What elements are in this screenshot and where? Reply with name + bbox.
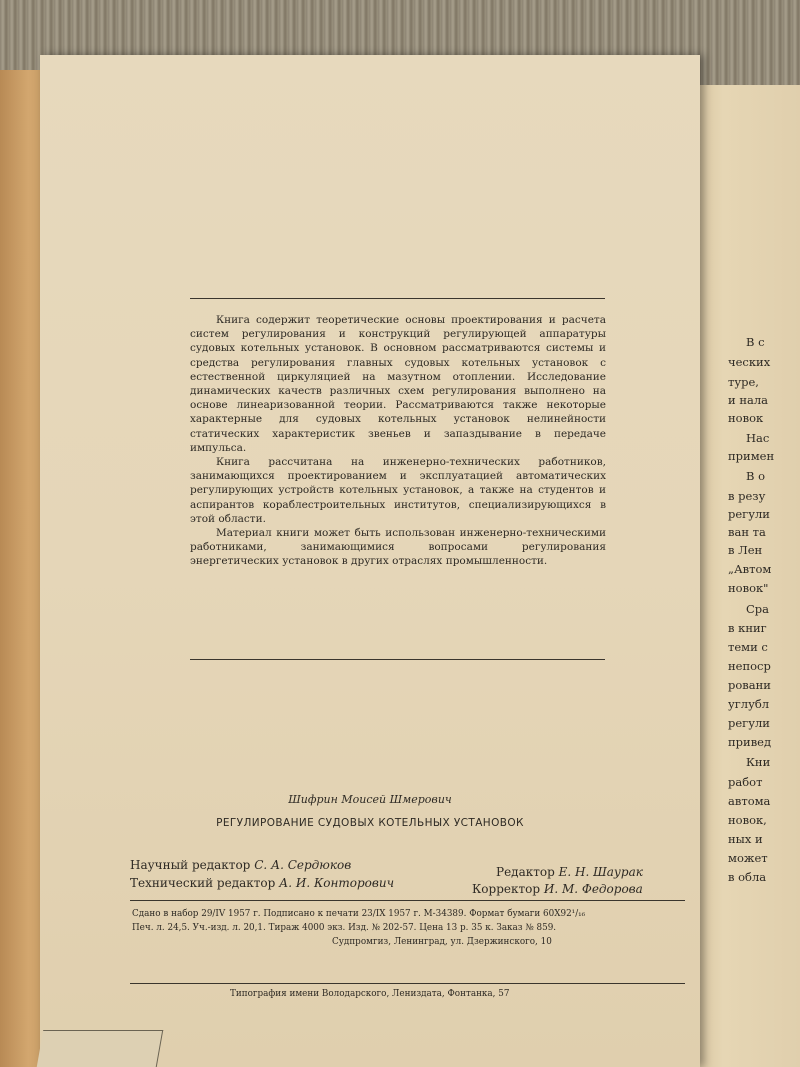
next-page-line: ван та <box>728 525 766 539</box>
next-page-line: в книг <box>728 621 767 635</box>
abstract-paragraph-2: Книга рассчитана на инженерно-технических работников, занимающихся проектированием и эксплуатацией автоматических регулирующих устройств котельных установок, а также на студентов и аспирантов кораблестроительных институтов, специализирующихся в этой области. <box>190 456 606 525</box>
bottom-rule <box>190 659 605 660</box>
imprint-line-1: Сдано в набор 29/IV 1957 г. Подписано к печати 23/IX 1957 г. М-34389. Формат бумаги 60X92¹/₁₆ <box>132 909 586 919</box>
corrector-label: Корректор <box>472 882 541 896</box>
imprint-bottom-rule <box>130 983 685 984</box>
next-page-line: туре, <box>728 375 759 389</box>
technical-editor-name: А. И. Конторович <box>279 876 395 890</box>
next-page-line: ческих <box>728 355 771 369</box>
technical-editor <box>130 876 394 890</box>
printing-house: Типография имени Володарского, Лениздата, Фонтанка, 57 <box>230 989 510 999</box>
next-page-line: и нала <box>728 393 769 407</box>
next-page <box>690 85 800 1067</box>
next-page-line: работ <box>728 775 763 789</box>
author-name: Шифрин Моисей Шмерович <box>288 793 452 806</box>
next-page-line: новок <box>728 411 764 425</box>
abstract <box>190 313 606 569</box>
next-page-line: в Лен <box>728 543 763 557</box>
top-rule <box>190 298 605 299</box>
next-page-line: новок, <box>728 813 767 827</box>
next-page-line: ных и <box>728 832 763 846</box>
next-page-line: Сра <box>746 602 770 616</box>
editor-label: Редактор <box>496 865 555 879</box>
editor <box>496 865 643 879</box>
next-page-line: В с <box>746 335 765 349</box>
scientific-editor-name: С. А. Сердюков <box>254 858 352 872</box>
book-page <box>40 55 700 1067</box>
next-page-line: Кни <box>746 755 771 769</box>
next-page-line: регули <box>728 716 770 730</box>
imprint-line-3: Судпромгиз, Ленинград, ул. Дзержинского, 10 <box>332 937 552 947</box>
technical-editor-label: Технический редактор <box>130 876 276 890</box>
next-page-line: теми с <box>728 640 768 654</box>
abstract-paragraph-1: Книга содержит теоретические основы проектирования и расчета систем регулирования и конструкций регулирующей аппаратуры судовых котельных установок. В основном рассматриваются системы и средства регулирования главных судовых котельных установок с естественной циркуляцией на мазутном отоплении. Исследование динамических качеств различных схем регулирования выполнено на основе линеаризованной теории. Рассматриваются также некоторые характерные для судовых котельных установок нелинейности статических характеристик звеньев и запаздывание в передаче импульса. <box>190 314 606 454</box>
imprint-line-2: Печ. л. 24,5. Уч.-изд. л. 20,1. Тираж 4000 экз. Изд. № 202-57. Цена 13 р. 35 к. Заказ № 859. <box>132 923 557 933</box>
next-page-line: ровани <box>728 678 771 692</box>
inserted-card-corner <box>37 1030 164 1067</box>
abstract-paragraph-3: Материал книги может быть использован инженерно-техническими работниками, занимающимися вопросами регулирования энергетических установок в других отраслях промышленности. <box>190 527 606 568</box>
next-page-line: в обла <box>728 870 767 884</box>
corrector-name: И. М. Федорова <box>543 882 643 896</box>
next-page-line: Нас <box>746 431 770 445</box>
next-page-line: примен <box>728 449 775 463</box>
scientific-editor <box>130 858 351 872</box>
scientific-editor-label: Научный редактор <box>130 858 251 872</box>
book-title: РЕГУЛИРОВАНИЕ СУДОВЫХ КОТЕЛЬНЫХ УСТАНОВОК <box>216 817 524 829</box>
next-page-line: регули <box>728 507 770 521</box>
next-page-line: новок" <box>728 581 769 595</box>
next-page-line: „Автом <box>728 562 772 576</box>
imprint <box>132 907 672 949</box>
next-page-line: автома <box>728 794 771 808</box>
next-page-line: может <box>728 851 768 865</box>
next-page-line: непоср <box>728 659 771 673</box>
editor-name: Е. Н. Шаурак <box>558 865 643 879</box>
next-page-line: В о <box>746 469 766 483</box>
next-page-line: привед <box>728 735 772 749</box>
imprint-top-rule <box>130 900 685 901</box>
next-page-line: в резу <box>728 489 766 503</box>
next-page-line: углубл <box>728 697 770 711</box>
corrector <box>472 882 643 896</box>
